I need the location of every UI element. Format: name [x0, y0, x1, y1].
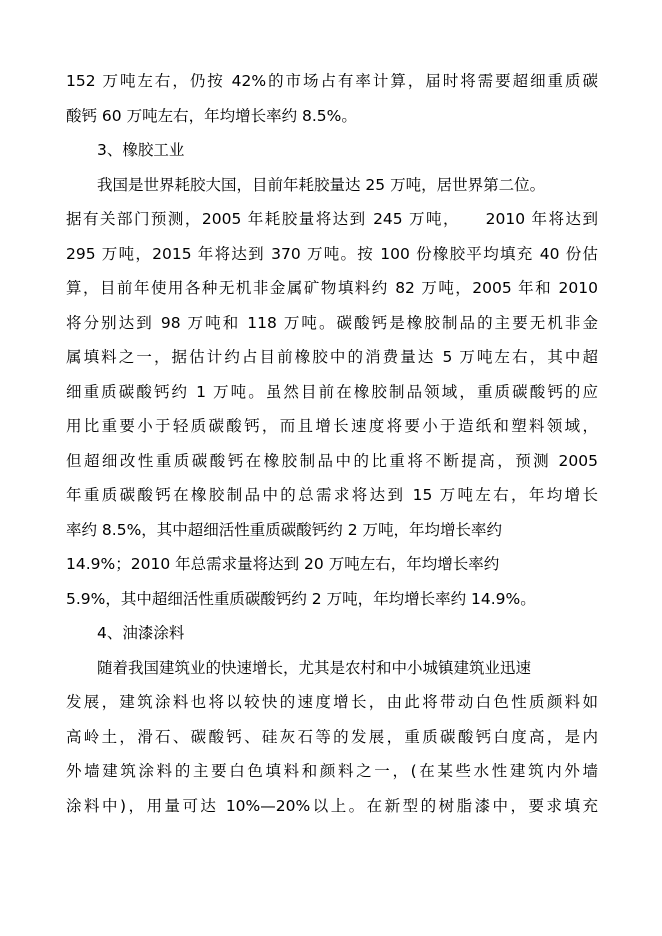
- paragraph-line: 但超细改性重质碳酸钙在橡胶制品中的比重将不断提高，预测 2005: [66, 451, 598, 470]
- paragraph-line: 外墙建筑涂料的主要白色填料和颜料之一，(在某些水性建筑内外墙: [66, 762, 598, 780]
- paragraph-line: 152 万吨左右，仍按 42%的市场占有率计算，届时将需要超细重质碳: [66, 72, 598, 90]
- section-heading-rubber: 3、橡胶工业: [97, 141, 185, 159]
- paragraph-line: 年重质碳酸钙在橡胶制品中的总需求将达到 15 万吨左右，年均增长: [66, 486, 598, 504]
- paragraph-line: 算，目前年使用各种无机非金属矿物填料约 82 万吨，2005 年和 2010: [66, 279, 598, 297]
- paragraph-line: 涂料中)，用量可达 10%—20%以上。在新型的树脂漆中，要求填充: [66, 796, 598, 815]
- paragraph-line: 14.9%；2010 年总需求量将达到 20 万吨左右，年均增长率约: [66, 555, 500, 573]
- paragraph-line: 随着我国建筑业的快速增长，尤其是农村和中小城镇建筑业迅速: [97, 658, 532, 677]
- paragraph-line: 用比重要小于轻质碳酸钙，而且增长速度将要小于造纸和塑料领域，: [66, 417, 598, 435]
- paragraph-line: 发展，建筑涂料也将以较快的速度增长，由此将带动白色性质颜料如: [66, 693, 598, 711]
- document-page: [66, 64, 598, 823]
- paragraph-line: 将分别达到 98 万吨和 118 万吨。碳酸钙是橡胶制品的主要无机非金: [66, 313, 598, 332]
- paragraph-line: 据有关部门预测，2005 年耗胶量将达到 245 万吨， 2010 年将达到: [66, 210, 598, 228]
- paragraph-line: 细重质碳酸钙约 1 万吨。虽然目前在橡胶制品领域，重质碳酸钙的应: [66, 382, 598, 401]
- paragraph-line: 率约 8.5%，其中超细活性重质碳酸钙约 2 万吨，年均增长率约: [66, 520, 503, 539]
- paragraph-line: 我国是世界耗胶大国，目前年耗胶量达 25 万吨，居世界第二位。: [97, 175, 546, 194]
- paragraph-line: 高岭土，滑石、碳酸钙、硅灰石等的发展，重质碳酸钙白度高，是内: [66, 727, 598, 746]
- paragraph-line: 属填料之一，据估计约占目前橡胶中的消费量达 5 万吨左右，其中超: [66, 348, 598, 366]
- paragraph-line: 5.9%，其中超细活性重质碳酸钙约 2 万吨，年均增长率约 14.9%。: [66, 589, 536, 608]
- paragraph-line: 295 万吨，2015 年将达到 370 万吨。按 100 份橡胶平均填充 40 份估: [66, 244, 598, 263]
- paragraph-line: 酸钙 60 万吨左右，年均增长率约 8.5%。: [66, 106, 357, 125]
- section-heading-paint: 4、油漆涂料: [97, 624, 185, 642]
